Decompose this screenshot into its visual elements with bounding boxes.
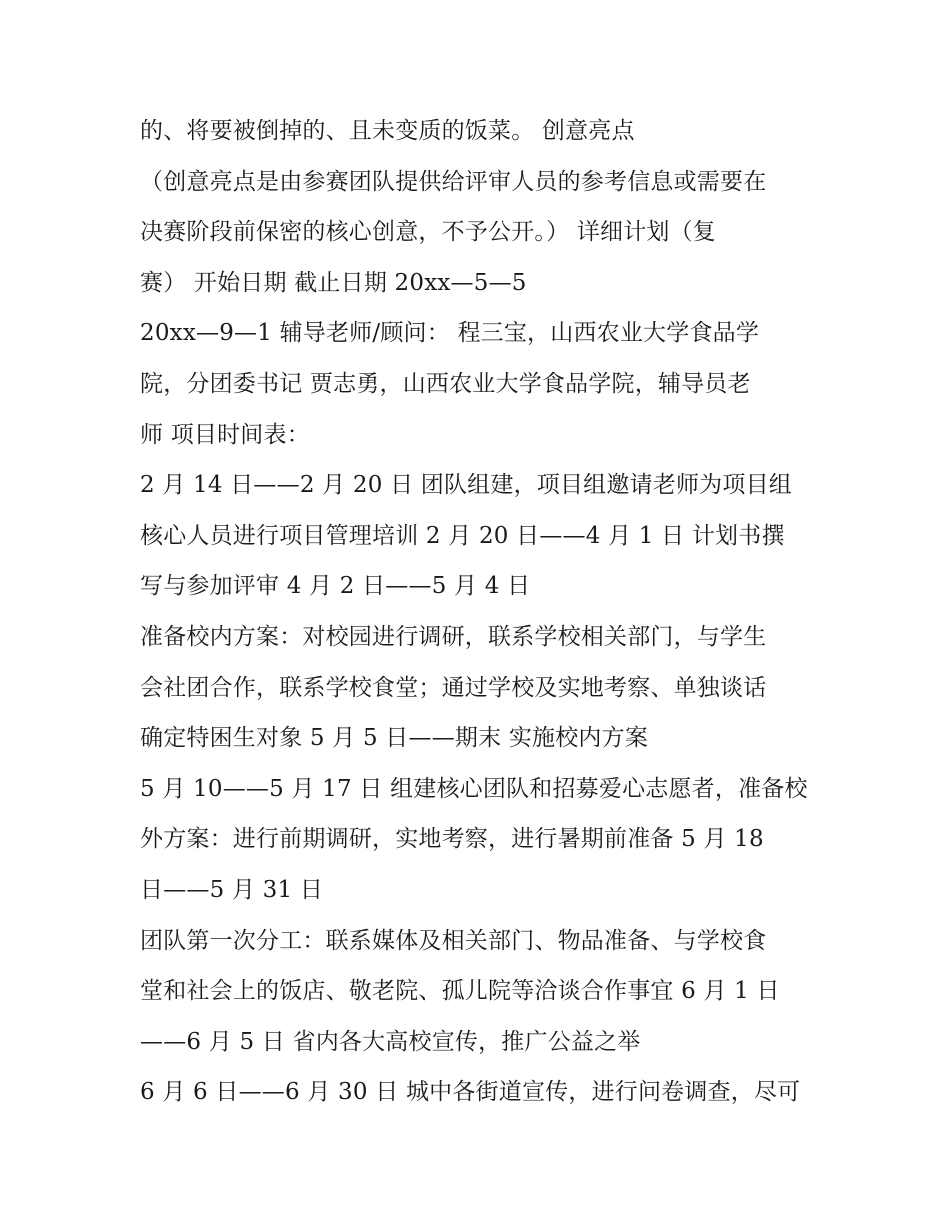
text-line: 外方案：进行前期调研，实地考察，进行暑期前准备 5 月 18 xyxy=(140,826,764,853)
text-line: 决赛阶段前保密的核心创意，不予公开。） 详细计划（复 xyxy=(140,219,717,246)
text-line: 的、将要被倒掉的、且未变质的饭菜。 创意亮点 xyxy=(140,118,635,144)
text-line: 确定特困生对象 5 月 5 日——期末 实施校内方案 xyxy=(140,725,649,752)
text-line: 会社团合作，联系学校食堂；通过学校及实地考察、单独谈话 xyxy=(140,674,767,701)
text-line: 赛） 开始日期 截止日期 20xx—5—5 xyxy=(140,269,527,296)
text-line: （创意亮点是由参赛团队提供给评审人员的参考信息或需要在 xyxy=(140,168,767,195)
text-line: 6 月 6 日——6 月 30 日 城中各街道宣传，进行问卷调查，尽可 xyxy=(140,1079,801,1106)
document-body xyxy=(140,106,830,1118)
text-line: 团队第一次分工：联系媒体及相关部门、物品准备、与学校食 xyxy=(140,927,767,954)
text-line: 5 月 10——5 月 17 日 组建核心团队和招募爱心志愿者，准备校 xyxy=(140,775,808,802)
text-line: 日——5 月 31 日 xyxy=(140,876,324,903)
text-line: 堂和社会上的饭店、敬老院、孤儿院等洽谈合作事宜 6 月 1 日 xyxy=(140,978,780,1005)
text-line: 准备校内方案：对校园进行调研，联系学校相关部门，与学生 xyxy=(140,623,767,650)
text-line: 师 项目时间表： xyxy=(140,421,310,448)
text-line: ——6 月 5 日 省内各大高校宣传，推广公益之举 xyxy=(140,1028,641,1055)
text-line: 写与参加评审 4 月 2 日——5 月 4 日 xyxy=(140,573,531,600)
text-line: 核心人员进行项目管理培训 2 月 20 日——4 月 1 日 计划书撰 xyxy=(140,522,785,549)
text-line: 20xx—9—1 辅导老师/顾问： 程三宝，山西农业大学食品学 xyxy=(140,320,760,347)
text-line: 院，分团委书记 贾志勇，山西农业大学食品学院，辅导员老 xyxy=(140,370,751,397)
text-line: 2 月 14 日——2 月 20 日 团队组建，项目组邀请老师为项目组 xyxy=(140,472,792,499)
